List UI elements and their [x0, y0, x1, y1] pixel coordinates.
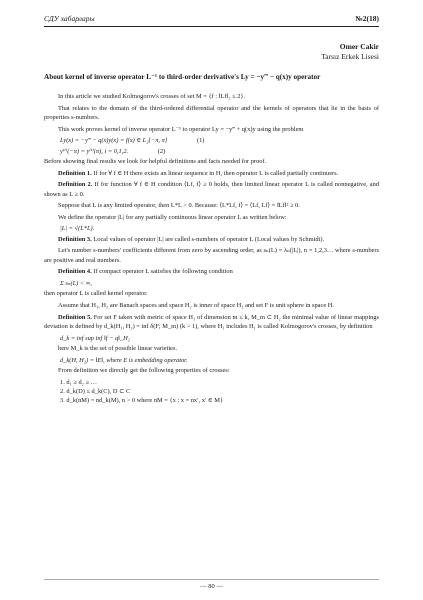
author-block	[321, 42, 379, 62]
author-affiliation: Tarsız Erkek Lisesi	[321, 52, 379, 61]
list-item: 1. d₁ ≥ d₂ ≥ …	[60, 378, 98, 386]
header-rule	[44, 26, 379, 27]
definition-label: Definition 2.	[58, 181, 93, 189]
paragraph: Let's number s-numbers' coefficients different from zero by ascending order, as sₙ(L) = λₙ(|L|), n = 1,2,3… where s-numbers are positive and real numbers.	[44, 247, 379, 264]
issue-number: №2(18)	[355, 14, 379, 23]
journal-name: СДУ хабарлары	[44, 14, 95, 23]
properties-list	[44, 378, 379, 406]
definition-text: If compact operator L satisfies the following condition	[93, 268, 233, 276]
definition-label: Definition 1.	[58, 169, 92, 177]
paragraph: From definition we directly get the following properties of crosses:	[58, 366, 230, 374]
paragraph: Assume that H₁, H₂ are Banach spaces and space H₂ is inner of space H₁ and set F is unit sphere in space H.	[58, 301, 334, 309]
definition-label: Definition 4.	[58, 268, 92, 276]
list-item: 2. d_k(D) ≤ d_k(C), D ⊂ C	[60, 387, 131, 395]
equation-3: |L| = √(L*L).	[60, 225, 95, 233]
definition-3	[44, 235, 379, 244]
paragraph: Suppose that L is any limited operator, then L*L > 0. Because: ⟨L*Lf, f⟩ = ⟨Lf, Lf⟩ = ‖Lf‖² ≥ 0.	[58, 202, 300, 210]
equation-6: d_k(H, H₂) = ‖E‖, where E is embedding operator.	[60, 356, 188, 364]
definition-4	[44, 267, 379, 276]
footer-rule	[44, 579, 379, 580]
running-header	[44, 14, 379, 26]
page-number: — 80 —	[200, 583, 223, 590]
paragraph: This work proves kernel of inverse operator L⁻¹ to operator Ly = −y‴ + q(x)y using the problem	[58, 125, 304, 133]
definition-5	[44, 313, 379, 332]
equation-text: y⁽ⁱ⁾(−π) = y⁽ⁱ⁾(π), i = 0,1,2.	[60, 147, 129, 155]
definition-text: Local values of operator |L| are called s-numbers of operator L (Local values by Schmidt).	[93, 235, 325, 243]
definition-text: If for ∀ f ∈ H there exists an linear sequence in H, then operator L is called partially continuers.	[93, 169, 339, 177]
list-item: 3. d_k(nM) = nd_k(M), n > 0 where nM = {x : x = nx′, x′ ∈ M}	[60, 397, 223, 405]
equation-number: (2)	[157, 147, 166, 155]
definition-text: If for function ∀ f ∈ H condition ⟨Lf, f⟩ ≥ 0 holds, then limited linear operator L is called nonnegative, and shown as L ≥ 0.	[44, 181, 379, 198]
paper-body	[44, 92, 379, 406]
definition-1	[44, 169, 379, 178]
equation-4: Σ sₙ(L) < ∞,	[60, 279, 92, 287]
definition-2	[44, 180, 379, 199]
paragraph: Before showing final results we look for helpful definitions and facts needed for proof.	[44, 158, 267, 165]
equation-5: d_k = inf sup inf ‖f − q‖_H₂	[60, 334, 130, 342]
paragraph: then operator L is called kernel operator.	[44, 290, 148, 298]
equation-number: (1)	[196, 137, 205, 145]
paragraph: In this article we studied Kolmogorov's crosses of set M = {f : ‖Lf‖₂ ≤ 2}.	[58, 93, 246, 100]
paragraph: here M_k is the set of possible linear varieties.	[58, 344, 178, 352]
definition-text: For set F taken with metric of space H₁ of dimension m ≤ k, M_m ⊂ H₂ the minimal value of linear mappings deviation is defined by d_k(H₁, H₂) = inf δ(F; M_m) (k > 1), where H₁ includes H₁ is called Kolmogorov's crosses, by definition	[44, 313, 379, 330]
equation-text: Ly(x) = −y‴ − q(x)y(x) = f(x) ∈ L₂[−π, π]	[60, 137, 168, 145]
definition-label: Definition 3.	[58, 235, 92, 243]
author-name: Omer Cakir	[339, 42, 379, 51]
paragraph: We define the operator |L| for any partially continuous linear operator L as written below:	[58, 213, 287, 221]
equation-2	[44, 147, 379, 156]
paragraph: That relates to the domain of the third-ordered differential operator and the kernels of operators that lie in the basis of properties s-numbers.	[44, 104, 379, 121]
paper-title: About kernel of inverse operator L⁻¹ to third-order derivative's Ly = −y‴ − q(x)y operator	[44, 73, 321, 81]
definition-label: Definition 5.	[58, 313, 92, 321]
equation-1	[44, 136, 379, 145]
